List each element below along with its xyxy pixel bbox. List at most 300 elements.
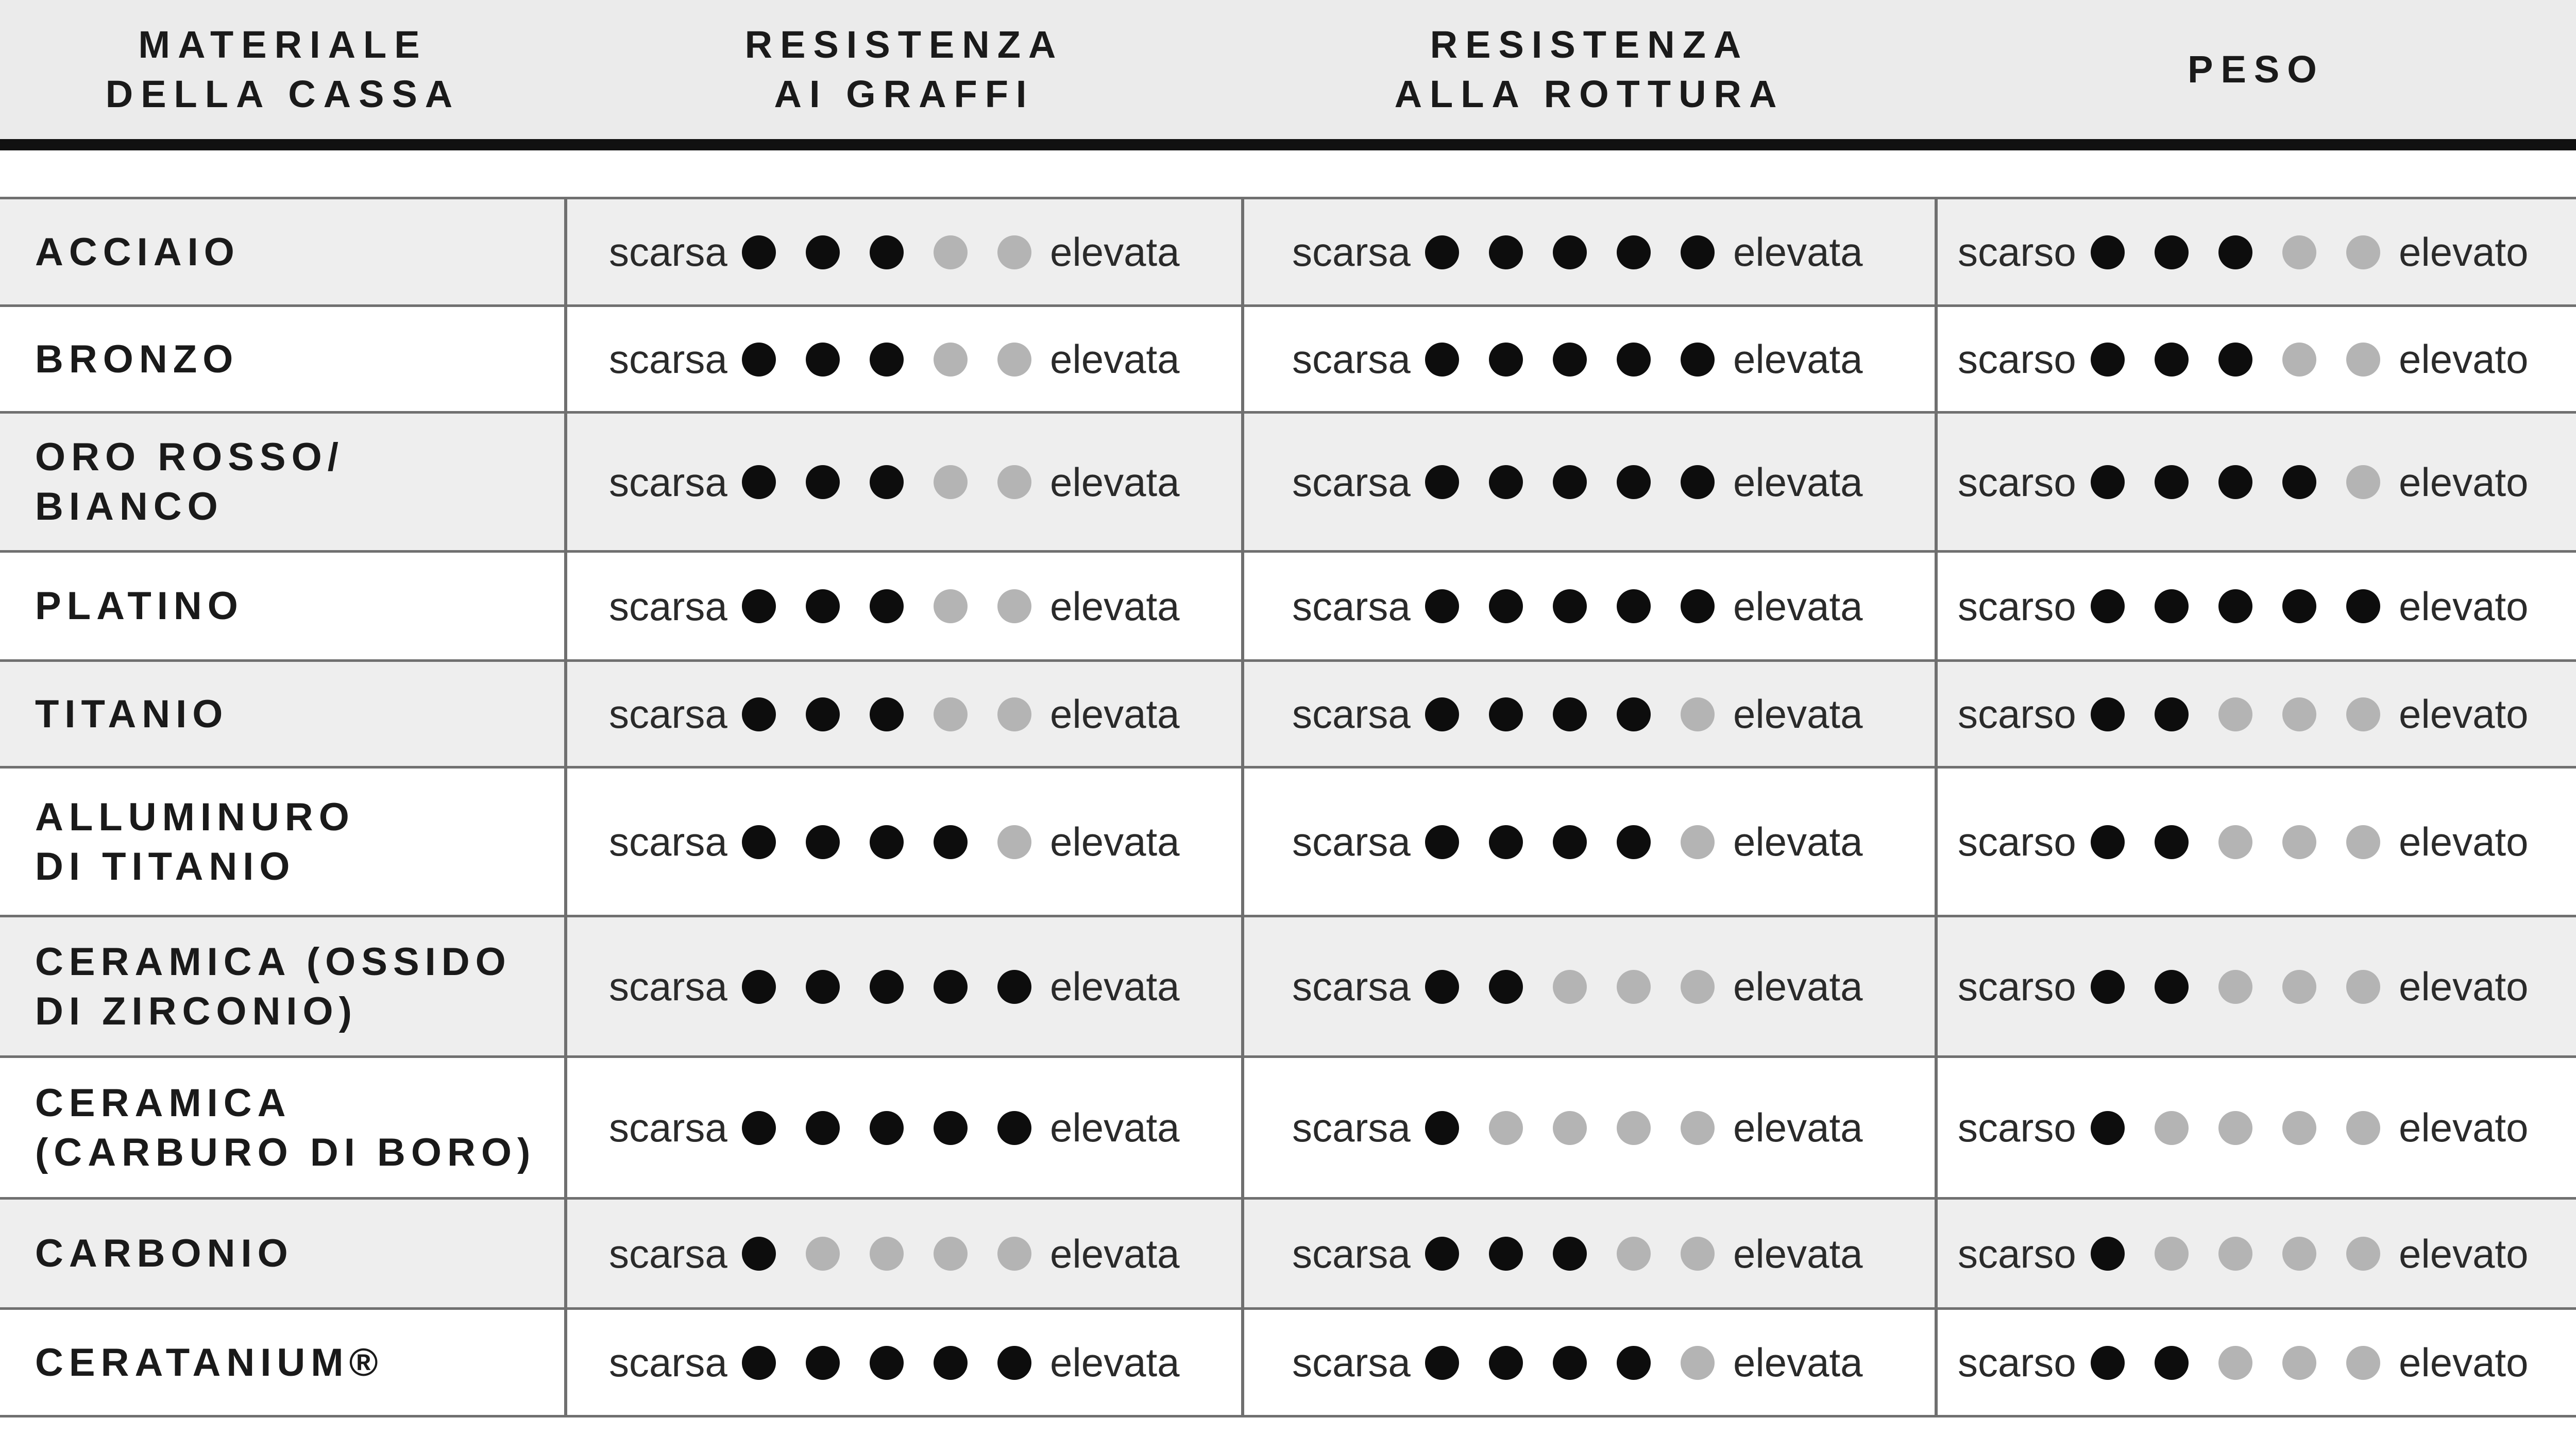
rating-dot-empty [2218,697,2252,731]
scale-high-label: elevata [1050,229,1180,275]
rating-dot-filled [2218,589,2252,623]
rating-dot-empty [2282,235,2316,269]
rating-dot-filled [742,343,776,377]
scale-high-label: elevata [1733,1105,1863,1150]
rating-dot-filled [1617,465,1651,499]
rating-break [1292,306,1863,413]
header-scratch-line-2: AI GRAFFI [774,73,1035,115]
scale-high-label: elevata [1733,819,1863,864]
scale-low-label: scarsa [609,229,727,275]
rating-dot-empty [997,825,1031,859]
header-weight [1936,0,2576,139]
table-row [0,1199,2576,1309]
row-divider [0,411,2576,414]
rating-dot-empty [1553,970,1587,1004]
table-row [0,1309,2576,1416]
table-row [0,198,2576,306]
rating-dots [742,465,1031,499]
material-name-line: ACCIAIO [35,230,240,274]
rating-dots [2091,589,2380,623]
table-row [0,916,2576,1057]
rating-dot-filled [2282,589,2316,623]
scale-low-label: scarso [1958,459,2076,505]
rating-dot-filled [1489,235,1523,269]
rating-dot-filled [2091,235,2125,269]
rating-dot-filled [806,1111,840,1145]
rating-dot-filled [1425,1346,1459,1380]
rating-dot-filled [806,235,840,269]
scale-high-label: elevato [2399,819,2529,864]
rating-dot-filled [870,343,904,377]
scale-low-label: scarsa [1292,336,1411,382]
header-scratch-line-1: RESISTENZA [744,23,1064,66]
header-scratch-resistance [566,0,1243,139]
rating-scratch [609,916,1180,1057]
material-name [35,1199,294,1309]
rating-dot-filled [1425,1111,1459,1145]
scale-high-label: elevata [1733,336,1863,382]
rating-dot-filled [2218,235,2252,269]
rating-dot-filled [1553,589,1587,623]
scale-high-label: elevato [2399,229,2529,275]
rating-dot-filled [1553,825,1587,859]
rating-dot-empty [1617,1111,1651,1145]
rating-dot-filled [934,1111,968,1145]
rating-dot-filled [742,1237,776,1271]
rating-dots [2091,343,2380,377]
column-divider [1935,198,1938,1416]
rating-dots [742,1111,1031,1145]
rating-dot-filled [1553,343,1587,377]
rating-dot-empty [1681,1346,1715,1380]
scale-high-label: elevata [1733,1340,1863,1385]
rating-dots [742,235,1031,269]
scale-low-label: scarso [1958,819,2076,864]
rating-scratch [609,1057,1180,1199]
rating-dot-empty [1681,697,1715,731]
scale-low-label: scarsa [1292,691,1411,737]
rating-dots [1425,1346,1715,1380]
rating-dot-filled [1489,970,1523,1004]
rating-dot-filled [2155,825,2189,859]
header-break-line-1: RESISTENZA [1430,23,1749,66]
rating-dots [2091,697,2380,731]
rating-dots [1425,465,1715,499]
rating-dot-filled [2155,589,2189,623]
rating-dot-empty [1681,1237,1715,1271]
rating-dot-filled [870,697,904,731]
rating-dot-filled [997,1111,1031,1145]
rating-dot-filled [1681,235,1715,269]
rating-dot-empty [2282,343,2316,377]
rating-dot-empty [2346,235,2380,269]
rating-scratch [609,661,1180,767]
scale-low-label: scarso [1958,964,2076,1009]
rating-dots [2091,1237,2380,1271]
rating-dot-filled [2218,465,2252,499]
column-divider [564,198,567,1416]
rating-break [1292,916,1863,1057]
rating-dot-empty [934,235,968,269]
rating-weight [1958,661,2529,767]
rating-scratch [609,552,1180,661]
rating-weight [1958,1057,2529,1199]
rating-dot-filled [1553,235,1587,269]
header-break-line-2: ALLA ROTTURA [1394,73,1785,115]
rating-dot-filled [2155,235,2189,269]
scale-high-label: elevato [2399,691,2529,737]
scale-high-label: elevata [1050,459,1180,505]
scale-low-label: scarsa [609,1340,727,1385]
rating-dot-filled [806,465,840,499]
rating-dot-filled [2155,697,2189,731]
scale-high-label: elevata [1733,691,1863,737]
scale-low-label: scarso [1958,229,2076,275]
rating-weight [1958,552,2529,661]
material-name [35,306,239,413]
scale-high-label: elevata [1733,583,1863,629]
material-name-line: CERATANIUM® [35,1340,384,1385]
scale-low-label: scarso [1958,1231,2076,1276]
scale-low-label: scarsa [1292,1105,1411,1150]
scale-high-label: elevato [2399,336,2529,382]
rating-dot-filled [1425,970,1459,1004]
row-divider [0,550,2576,553]
rating-weight [1958,1309,2529,1416]
rating-dot-filled [1425,235,1459,269]
header-material-line-2: DELLA CASSA [105,73,461,115]
rating-dot-filled [806,970,840,1004]
rating-dot-filled [870,589,904,623]
rating-dot-filled [870,465,904,499]
table-row [0,661,2576,767]
scale-low-label: scarsa [609,1105,727,1150]
rating-dot-empty [2282,825,2316,859]
header-divider [0,139,2576,150]
rating-dot-filled [1489,825,1523,859]
rating-dot-filled [806,589,840,623]
rating-dot-filled [1681,589,1715,623]
rating-dots [1425,589,1715,623]
rating-dot-empty [2155,1111,2189,1145]
rating-dot-filled [2091,1237,2125,1271]
rating-dot-filled [1617,589,1651,623]
material-name-line: ALLUMINURO [35,795,355,839]
scale-low-label: scarsa [609,819,727,864]
rating-dot-filled [1489,1346,1523,1380]
rating-dot-filled [806,343,840,377]
rating-dots [742,825,1031,859]
rating-break [1292,1057,1863,1199]
rating-dot-filled [2091,589,2125,623]
rating-dot-empty [2282,1237,2316,1271]
rating-dot-filled [1553,465,1587,499]
scale-low-label: scarso [1958,583,2076,629]
rating-dot-empty [997,235,1031,269]
rating-break [1292,413,1863,552]
header-material [0,0,566,139]
rating-dots [2091,1111,2380,1145]
rating-dot-empty [2346,1111,2380,1145]
rating-dot-filled [742,697,776,731]
rating-dot-filled [1425,825,1459,859]
table-row [0,552,2576,661]
rating-dot-empty [1617,1237,1651,1271]
rating-scratch [609,1199,1180,1309]
rating-dot-filled [997,970,1031,1004]
material-name-line: CERAMICA (OSSIDO [35,939,512,984]
rating-dot-empty [2346,1346,2380,1380]
scale-high-label: elevato [2399,1105,2529,1150]
rating-dot-empty [997,1237,1031,1271]
rating-dot-empty [997,697,1031,731]
rating-dot-filled [742,589,776,623]
scale-high-label: elevato [2399,1231,2529,1276]
rating-dot-filled [1553,697,1587,731]
rating-dot-filled [2155,343,2189,377]
rating-dot-filled [2091,1111,2125,1145]
rating-dot-empty [2346,970,2380,1004]
rating-dot-filled [1617,697,1651,731]
rating-break [1292,661,1863,767]
rating-dot-empty [934,1237,968,1271]
row-divider [0,304,2576,307]
rating-dot-filled [2218,343,2252,377]
material-name [35,1057,536,1199]
rating-dot-filled [934,1346,968,1380]
rating-dot-empty [1553,1111,1587,1145]
rating-dot-filled [1489,589,1523,623]
scale-low-label: scarsa [1292,583,1411,629]
rating-dot-filled [1489,1237,1523,1271]
rating-dot-filled [2155,465,2189,499]
scale-low-label: scarsa [609,583,727,629]
rating-break [1292,198,1863,306]
material-name [35,552,244,661]
rating-scratch [609,198,1180,306]
material-name [35,413,344,552]
rating-dot-empty [1489,1111,1523,1145]
rating-dots [742,343,1031,377]
rating-dot-filled [1425,1237,1459,1271]
rating-dot-filled [1681,465,1715,499]
scale-low-label: scarso [1958,691,2076,737]
rating-dot-filled [2282,465,2316,499]
scale-high-label: elevata [1050,691,1180,737]
row-divider [0,659,2576,662]
rating-scratch [609,767,1180,916]
rating-dot-filled [1425,465,1459,499]
scale-low-label: scarsa [609,964,727,1009]
row-divider [0,1055,2576,1058]
rating-dot-empty [934,465,968,499]
rating-dot-empty [934,343,968,377]
scale-low-label: scarso [1958,336,2076,382]
rating-scratch [609,413,1180,552]
rating-dot-empty [2346,1237,2380,1271]
rating-dot-empty [997,589,1031,623]
material-name-line: TITANIO [35,692,229,736]
rating-dot-filled [1489,465,1523,499]
rating-dots [742,697,1031,731]
table-row [0,1057,2576,1199]
scale-low-label: scarsa [609,336,727,382]
row-divider [0,1307,2576,1310]
rating-dot-empty [2218,825,2252,859]
rating-dot-filled [2091,825,2125,859]
rating-weight [1958,916,2529,1057]
rating-dot-empty [2346,343,2380,377]
scale-high-label: elevata [1733,459,1863,505]
scale-high-label: elevata [1050,819,1180,864]
material-name-line: DI ZIRCONIO) [35,989,358,1033]
scale-high-label: elevata [1050,583,1180,629]
rating-weight [1958,413,2529,552]
rating-dot-filled [1489,697,1523,731]
material-name-line: DI TITANIO [35,844,296,889]
material-name-line: PLATINO [35,584,244,628]
rating-dot-empty [2346,465,2380,499]
rating-dot-filled [870,1346,904,1380]
rating-dots [1425,235,1715,269]
rating-dot-filled [870,970,904,1004]
scale-high-label: elevato [2399,459,2529,505]
rating-dots [2091,1346,2380,1380]
scale-high-label: elevato [2399,1340,2529,1385]
rating-dot-filled [1425,589,1459,623]
rating-dot-filled [742,1346,776,1380]
rating-dot-empty [997,465,1031,499]
rating-scratch [609,306,1180,413]
rating-dot-empty [2218,1346,2252,1380]
rating-dot-empty [1681,970,1715,1004]
scale-high-label: elevata [1050,964,1180,1009]
row-divider [0,197,2576,199]
scale-low-label: scarsa [609,691,727,737]
rating-dots [742,1346,1031,1380]
rating-dots [742,1237,1031,1271]
rating-dot-empty [2282,1346,2316,1380]
row-divider [0,915,2576,917]
rating-break [1292,1199,1863,1309]
rating-dot-filled [742,970,776,1004]
header-material-line-1: MATERIALE [138,23,428,66]
rating-dot-filled [742,465,776,499]
rating-dot-filled [870,825,904,859]
rating-dot-filled [997,1346,1031,1380]
rating-dot-filled [1681,343,1715,377]
material-name-line: CERAMICA [35,1081,292,1125]
table-row [0,767,2576,916]
rating-dot-filled [1489,343,1523,377]
rating-dot-filled [1553,1237,1587,1271]
scale-low-label: scarso [1958,1105,2076,1150]
rating-dots [742,970,1031,1004]
scale-high-label: elevata [1050,1231,1180,1276]
scale-low-label: scarsa [1292,819,1411,864]
rating-dot-filled [1425,343,1459,377]
scale-high-label: elevata [1733,229,1863,275]
material-name [35,661,228,767]
rating-scratch [609,1309,1180,1416]
rating-dot-filled [806,825,840,859]
scale-low-label: scarsa [1292,1231,1411,1276]
rating-dot-filled [934,970,968,1004]
rating-dot-empty [1681,825,1715,859]
rating-dots [1425,970,1715,1004]
material-name [35,767,355,916]
rating-dot-filled [742,1111,776,1145]
scale-high-label: elevato [2399,964,2529,1009]
row-divider [0,1197,2576,1200]
rating-dot-filled [2091,465,2125,499]
scale-low-label: scarsa [1292,964,1411,1009]
rating-dot-empty [2282,1111,2316,1145]
rating-weight [1958,1199,2529,1309]
rating-dot-filled [934,825,968,859]
rating-dots [1425,1111,1715,1145]
rating-dot-empty [2282,970,2316,1004]
scale-low-label: scarsa [1292,1340,1411,1385]
rating-dot-filled [806,1346,840,1380]
scale-high-label: elevata [1733,1231,1863,1276]
rating-dot-filled [2155,970,2189,1004]
rating-dot-filled [1617,343,1651,377]
rating-break [1292,767,1863,916]
material-name-line: CARBONIO [35,1232,294,1275]
rating-dots [2091,465,2380,499]
rating-weight [1958,767,2529,916]
scale-high-label: elevata [1050,1340,1180,1385]
rating-break [1292,552,1863,661]
rating-dot-empty [997,343,1031,377]
scale-low-label: scarsa [1292,459,1411,505]
rating-dot-empty [2282,697,2316,731]
header-weight-line-1: PESO [2188,48,2325,91]
material-name-line: BRONZO [35,337,239,381]
rating-dots [2091,970,2380,1004]
rating-dot-empty [806,1237,840,1271]
row-divider [0,766,2576,768]
material-name [35,198,240,306]
scale-low-label: scarsa [609,1231,727,1276]
table-row [0,306,2576,413]
material-name-line: ORO ROSSO/ [35,435,344,479]
rating-weight [1958,306,2529,413]
rating-dot-filled [1617,235,1651,269]
rating-dot-empty [2218,1237,2252,1271]
scale-high-label: elevato [2399,583,2529,629]
scale-high-label: elevata [1733,964,1863,1009]
rating-dots [1425,343,1715,377]
rating-dot-empty [1681,1111,1715,1145]
rating-dots [1425,697,1715,731]
rating-dot-empty [1617,970,1651,1004]
rating-dot-empty [870,1237,904,1271]
rating-dot-filled [2346,589,2380,623]
rating-dot-filled [2155,1346,2189,1380]
rating-dot-filled [1617,825,1651,859]
rating-dots [2091,825,2380,859]
rating-dot-filled [2091,970,2125,1004]
rating-break [1292,1309,1863,1416]
column-divider [1241,198,1244,1416]
rating-dots [742,589,1031,623]
rating-dots [1425,1237,1715,1271]
scale-high-label: elevata [1050,336,1180,382]
material-name [35,1309,384,1416]
rating-dot-filled [2091,343,2125,377]
